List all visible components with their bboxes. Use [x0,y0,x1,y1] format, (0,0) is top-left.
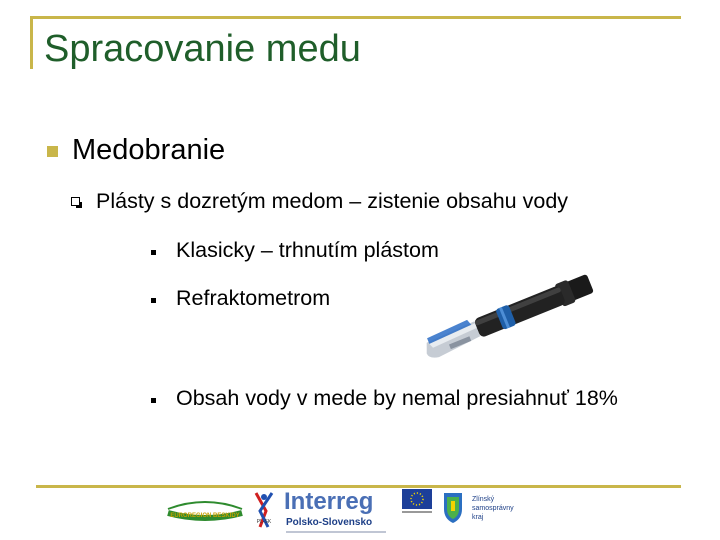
footer-logos [160,487,540,540]
bullet-checkbox [71,197,80,206]
bullet-square [47,146,58,157]
svg-text:Polsko-Slovensko: Polsko-Slovensko [286,517,373,528]
refractometer-image [415,270,605,375]
bullet-small-square [151,298,156,303]
bullet-level3-3: Obsah vody v mede by nemal presiahnuť 18% [176,386,618,410]
svg-text:EUROREGION BESKIDY: EUROREGION BESKIDY [170,513,240,519]
interreg-logo [284,488,386,533]
bullet-small-square [151,398,156,403]
svg-text:Interreg: Interreg [284,488,374,515]
slide-title: Spracovanie medu [44,28,361,70]
zlin-region-logo [444,493,514,523]
plsk-logo [256,493,272,527]
bullet-level2: Plásty s dozretým medom – zistenie obsahu vody [96,189,569,213]
bullet-level3-2: Refraktometrom [176,286,331,310]
bullet-level1: Medobranie [72,134,226,166]
svg-text:samosprávny: samosprávny [472,505,514,512]
euroregion-logo [168,502,242,519]
bullet-small-square [151,250,156,255]
svg-text:Zlínský: Zlínský [472,496,495,503]
svg-text:PL-SK: PL-SK [256,519,272,525]
eu-flag [402,489,432,513]
svg-text:kraj: kraj [472,514,484,521]
bullet-level3-1: Klasicky – trhnutím plástom [176,238,439,262]
